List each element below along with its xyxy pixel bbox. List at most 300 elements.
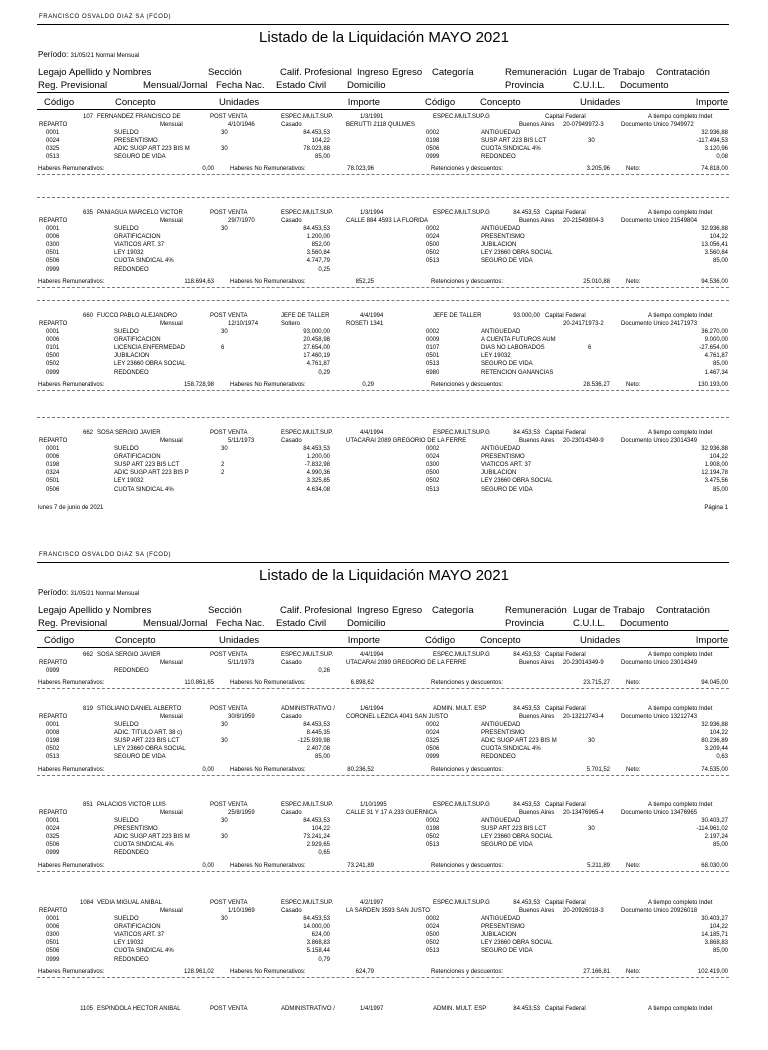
emp-p1-0-fecha-nac: 4/10/1946 <box>228 122 255 128</box>
emp-p2-1-left-importe: -125.939,98 <box>297 738 330 745</box>
emp-p1-0-right-importe: -117.494,53 <box>696 138 728 145</box>
header-code-col-1: Concepto <box>115 635 156 646</box>
emp-p2-0-left-importe: 0,26 <box>318 668 330 674</box>
emp-p2-1-left-code: 0502 <box>46 746 60 753</box>
emp-p1-3-left-importe: 3.325,85 <box>306 478 330 485</box>
emp-p2-3-left-importe: 14.000,00 <box>303 924 330 931</box>
emp-p2-3-nombre: VEDIA MIGUAL ANIBAL <box>97 900 162 906</box>
emp-p1-0-lugar: Capital Federal <box>545 114 586 120</box>
emp-p2-1-left-unidades: 30 <box>221 722 228 728</box>
emp-p2-2-left-code: 0024 <box>46 826 60 833</box>
emp-p1-2-right-concepto: RETENCION GANANCIAS <box>481 369 554 376</box>
emp-p2-2-left-concepto: SUELDO <box>114 818 139 824</box>
emp-p2-3-left-code: 0501 <box>46 940 60 947</box>
emp-p1-1-left-code: 0999 <box>46 266 60 273</box>
emp-p2-3-left-importe: 5.158,44 <box>306 948 330 955</box>
emp-p1-0-right-importe: 0,08 <box>716 154 728 161</box>
emp-p2-2-left-code: 0001 <box>46 818 60 824</box>
emp-p1-3-lugar: Capital Federal <box>545 430 586 436</box>
header-col-8: Lugar de Trabajo <box>573 67 645 78</box>
emp-p2-1-right-code: 0506 <box>426 746 440 753</box>
header-col-6: Categoría <box>432 605 474 616</box>
footer-date: lunes 7 de junio de 2021 <box>38 505 104 511</box>
emp-p2-0-nohab-value: 6.898,62 <box>350 680 374 687</box>
header-code-col-2: Unidades <box>219 635 260 646</box>
emp-p2-4-legajo: 1105 <box>80 1006 93 1012</box>
emp-p1-0-left-concepto: SEGURO DE VIDA <box>114 154 166 161</box>
emp-p2-3-left-code: 0006 <box>46 924 60 931</box>
emp-p2-1-right-concepto: ADIC SUGP ART 223 BIS M <box>481 738 557 745</box>
emp-p1-0-neto-value: 74.818,00 <box>701 166 728 173</box>
emp-p2-3-right-code: 0002 <box>426 916 440 922</box>
emp-p2-1-right-code: 0002 <box>426 722 440 728</box>
emp-p1-1-neto-label: Neto: <box>626 278 641 285</box>
emp-p2-3-estado-civil: Casado <box>281 908 302 914</box>
emp-p2-1-ingreso: 1/6/1994 <box>360 706 384 712</box>
emp-p1-2-contratacion: A tiempo completo Indet <box>648 313 713 319</box>
emp-p2-1-left-concepto: LEY 23660 OBRA SOCIAL <box>114 746 186 753</box>
emp-p2-1-right-importe: 0,63 <box>716 754 728 761</box>
emp-p1-0-right-code: 0506 <box>426 146 440 153</box>
emp-p1-3-right-code: 0502 <box>426 478 440 485</box>
emp-p2-3-right-importe: 85,00 <box>712 948 728 955</box>
emp-p2-3-hab-value: 128.961,02 <box>183 968 214 975</box>
header-rule <box>37 92 729 93</box>
emp-p2-0-ret-label: Retenciones y descuentos: <box>431 680 504 687</box>
emp-p1-0-reg-prev: REPARTO <box>39 122 68 128</box>
emp-p1-1-right-code: 0513 <box>426 258 440 265</box>
emp-p2-0-remuneracion: 84.453,53 <box>513 652 540 658</box>
page-title: Listado de la Liquidación MAYO 2021 <box>259 29 509 46</box>
employee-divider <box>37 197 729 198</box>
emp-p2-0-categoria: ESPEC.MULT.SUP.G <box>433 652 490 658</box>
emp-p1-1-ret-label: Retenciones y descuentos: <box>431 278 504 285</box>
emp-p1-3-right-importe: 1.908,00 <box>704 462 728 469</box>
emp-p2-0-reg-prev: REPARTO <box>39 660 68 666</box>
emp-p1-3-left-concepto: LEY 19032 <box>114 478 144 485</box>
emp-p2-3-left-code: 0001 <box>46 916 60 922</box>
emp-p2-2-nohab-value: 73.241,89 <box>347 862 374 869</box>
emp-p1-2-left-concepto: JUBILACION <box>114 353 150 360</box>
emp-p2-1-contratacion: A tiempo completo Indet <box>648 706 713 712</box>
emp-p1-0-left-concepto: SUELDO <box>114 130 139 136</box>
emp-p1-3-right-importe: 104,22 <box>709 454 728 461</box>
emp-p2-3-nohab-label: Haberes No Remunerativos: <box>230 968 306 975</box>
emp-p1-3-left-concepto: CUOTA SINDICAL 4% <box>114 486 174 493</box>
header-col-3: Calif. Profesional <box>280 67 352 78</box>
header-sub-col-5: Provincia <box>505 618 545 629</box>
emp-p1-2-right-concepto: DIAS NO LABORADOS <box>481 345 545 352</box>
emp-p2-3-left-importe: 84.453,53 <box>303 916 330 922</box>
employee-divider <box>37 417 729 418</box>
emp-p1-1-nombre: PANIAGUA MARCELO VICTOR <box>97 210 183 216</box>
emp-p1-3-left-importe: 4.634,08 <box>306 486 330 493</box>
emp-p2-3-right-concepto: JUBILACION <box>481 932 517 939</box>
emp-p2-3-left-concepto: VIATICOS ART. 37 <box>114 932 165 939</box>
emp-p2-1-hab-value: 0,00 <box>202 766 214 773</box>
emp-p2-1-domicilio: CORONEL LEZICA 4041 SAN JUSTO <box>346 714 449 720</box>
emp-p1-1-left-concepto: VIATICOS ART. 37 <box>114 242 165 249</box>
emp-p1-3-categoria: ESPEC.MULT.SUP.G <box>433 430 490 436</box>
emp-p2-0-contratacion: A tiempo completo Indet <box>648 652 713 658</box>
emp-p1-3-right-importe: 85,00 <box>712 486 728 493</box>
emp-p1-0-right-concepto: ANTIGUEDAD <box>481 130 521 136</box>
emp-p1-3-remuneracion: 84.453,53 <box>513 430 540 436</box>
emp-p1-0-left-importe: 84.453,53 <box>303 130 330 136</box>
emp-p1-3-left-importe: -7.832,98 <box>304 462 330 469</box>
emp-p2-4-remuneracion: 84.453,53 <box>513 1006 540 1012</box>
emp-p2-1-right-concepto: REDONDEO <box>481 754 516 761</box>
emp-p1-3-left-concepto: SUELDO <box>114 446 139 452</box>
emp-p1-2-left-importe: 17.460,19 <box>303 353 330 360</box>
emp-p2-1-remuneracion: 84.453,53 <box>513 706 540 712</box>
emp-p1-2-right-importe: 1.467,34 <box>704 369 728 376</box>
header-rule <box>37 630 729 631</box>
emp-p1-0-left-importe: 78.023,88 <box>303 146 330 153</box>
emp-p2-0-left-concepto: REDONDEO <box>114 668 149 674</box>
emp-p1-0-left-code: 0325 <box>46 146 60 153</box>
emp-p1-0-nombre: FERNANDEZ FRANCISCO DE <box>97 114 181 120</box>
emp-p2-4-ingreso: 1/4/1997 <box>360 1006 384 1012</box>
emp-p1-2-left-concepto: LICENCIA ENFERMEDAD <box>114 345 186 352</box>
emp-p1-1-right-concepto: SEGURO DE VIDA <box>481 258 533 265</box>
header-col-6: Categoría <box>432 67 474 78</box>
emp-p1-2-left-code: 0502 <box>46 361 60 368</box>
emp-p2-0-nombre: SOSA SERGIO JAVIER <box>97 652 161 658</box>
emp-p1-1-seccion: POST VENTA <box>210 210 248 216</box>
emp-p2-2-right-concepto: SEGURO DE VIDA <box>481 842 533 849</box>
emp-p1-1-reg-prev: REPARTO <box>39 218 68 224</box>
header-sub-col-3: Estado Civil <box>276 618 327 629</box>
top-rule <box>37 562 729 563</box>
emp-p2-2-left-code: 0999 <box>46 850 60 857</box>
emp-p1-3-left-concepto: ADIC SUGP ART 223 BIS P <box>114 470 189 477</box>
emp-p2-3-nohab-value: 624,79 <box>355 968 374 975</box>
emp-p2-3-neto-value: 102.419,00 <box>697 968 728 975</box>
emp-p2-1-calif: ADMINISTRATIVO / <box>281 706 335 712</box>
emp-p1-1-cuil: 20-21549804-3 <box>563 218 604 224</box>
header-importe-left: Importe <box>347 635 380 646</box>
emp-p1-0-legajo: 107 <box>82 114 93 120</box>
emp-p2-2-left-code: 0506 <box>46 842 60 849</box>
emp-p1-2-left-code: 0500 <box>46 353 60 360</box>
emp-p2-1-left-code: 0008 <box>46 730 60 737</box>
emp-p1-1-right-importe: 104,22 <box>709 234 728 241</box>
emp-p2-3-right-code: 0513 <box>426 948 440 955</box>
emp-p1-2-neto-label: Neto: <box>626 381 641 388</box>
emp-p1-3-left-code: 0006 <box>46 454 60 461</box>
emp-p1-1-fecha-nac: 29/7/1970 <box>228 218 255 224</box>
emp-p1-3-left-importe: 1.200,00 <box>306 454 330 461</box>
emp-p2-3-remuneracion: 84.453,53 <box>513 900 540 906</box>
emp-p1-0-neto-label: Neto: <box>626 166 641 173</box>
emp-p2-4-nombre: ESPINDOLA HECTOR ANIBAL <box>97 1006 181 1012</box>
emp-p2-2-right-importe: 2.197,24 <box>704 834 728 841</box>
header-col-1: Apellido y Nombres <box>69 605 152 616</box>
emp-p1-2-hab-value: 158.728,98 <box>183 381 214 388</box>
emp-p2-2-neto-value: 68.030,00 <box>701 862 728 869</box>
emp-p1-3-right-code: 0002 <box>426 446 440 452</box>
emp-p2-2-right-code: 0198 <box>426 826 440 833</box>
emp-p1-0-left-code: 0024 <box>46 138 60 145</box>
emp-p2-2-documento: Documento Unico 13476965 <box>621 810 698 816</box>
header-sub-col-4: Domicilio <box>347 80 386 91</box>
emp-p2-2-remuneracion: 84.453,53 <box>513 802 540 808</box>
emp-p1-3-right-importe: 3.475,56 <box>704 478 728 485</box>
header-importe-left: Importe <box>347 97 380 108</box>
emp-p1-0-calif: ESPEC.MULT.SUP. <box>281 114 334 120</box>
header-sub-col-0: Reg. Previsional <box>38 80 108 91</box>
emp-p2-3-left-concepto: LEY 19032 <box>114 940 144 947</box>
emp-p2-2-left-importe: 0,65 <box>318 850 330 857</box>
emp-p2-2-ingreso: 1/10/1995 <box>360 802 387 808</box>
emp-p1-2-nombre: FUCCO PABLO ALEJANDRO <box>97 313 177 319</box>
emp-p1-1-calif: ESPEC.MULT.SUP. <box>281 210 334 216</box>
emp-p1-3-provincia: Buenos Aires <box>519 438 555 444</box>
emp-p2-1-right-unidades: 30 <box>588 738 595 745</box>
emp-p1-2-right-code: 0107 <box>426 345 440 352</box>
emp-p2-2-neto-label: Neto: <box>626 862 641 869</box>
emp-p1-2-calif: JEFE DE TALLER <box>281 313 330 319</box>
header-col-3: Calif. Profesional <box>280 605 352 616</box>
emp-p1-1-right-importe: 32.936,88 <box>701 226 728 232</box>
emp-p2-2-right-importe: -114.961,02 <box>696 826 728 833</box>
emp-p1-2-right-importe: 85,00 <box>712 361 728 368</box>
emp-p1-1-left-code: 0501 <box>46 250 60 257</box>
emp-p2-1-nohab-value: 80.236,52 <box>347 766 374 773</box>
emp-p1-1-contratacion: A tiempo completo Indet <box>648 210 713 216</box>
emp-p2-2-right-code: 0502 <box>426 834 440 841</box>
emp-p1-1-left-concepto: CUOTA SINDICAL 4% <box>114 258 174 265</box>
emp-p2-1-mensual: Mensual <box>160 714 183 720</box>
header-code-col-0: Código <box>44 97 75 108</box>
emp-p1-2-nohab-value: 0,29 <box>362 381 374 388</box>
emp-p2-3-legajo: 1084 <box>80 900 94 906</box>
emp-p1-1-left-code: 0006 <box>46 234 60 241</box>
emp-p2-2-right-importe: 30.403,27 <box>701 818 728 824</box>
emp-p2-0-hab-value: 110.861,65 <box>184 680 214 687</box>
emp-p2-1-ret-label: Retenciones y descuentos: <box>431 766 504 773</box>
header-code-col-2: Unidades <box>219 97 260 108</box>
header-code-col-6: Unidades <box>580 635 621 646</box>
emp-p1-2-categoria: JEFE DE TALLER <box>433 313 482 319</box>
header-col-4: Ingreso <box>357 605 389 616</box>
emp-p2-0-seccion: POST VENTA <box>210 652 248 658</box>
emp-p1-3-left-code: 0506 <box>46 486 60 493</box>
emp-p1-1-nohab-label: Haberes No Remunerativos: <box>230 278 306 285</box>
emp-p1-1-provincia: Buenos Aires <box>519 218 555 224</box>
emp-p1-3-right-concepto: JUBILACION <box>481 470 517 477</box>
emp-p1-1-legajo: 635 <box>82 210 93 216</box>
emp-p2-1-left-concepto: SEGURO DE VIDA <box>114 754 166 761</box>
emp-p2-1-left-concepto: ADIC. TITULO ART. 38 c) <box>114 730 183 737</box>
emp-p2-1-nohab-label: Haberes No Remunerativos: <box>230 766 306 773</box>
emp-p1-2-left-importe: 0,29 <box>318 369 330 376</box>
emp-p2-3-mensual: Mensual <box>160 908 183 914</box>
emp-p2-1-lugar: Capital Federal <box>545 706 586 712</box>
emp-p1-1-right-code: 0502 <box>426 250 440 257</box>
summary-divider <box>37 775 729 776</box>
emp-p1-2-right-concepto: A CUENTA FUTUROS AUM <box>481 337 556 344</box>
emp-p2-4-lugar: Capital Federal <box>545 1006 586 1012</box>
emp-p1-3-reg-prev: REPARTO <box>39 438 68 444</box>
header-sub-col-2: Fecha Nac. <box>216 618 265 629</box>
emp-p1-1-left-unidades: 30 <box>221 226 228 232</box>
emp-p2-1-right-concepto: PRESENTISMO <box>481 730 525 737</box>
emp-p1-2-nohab-label: Haberes No Remunerativos: <box>230 381 306 388</box>
emp-p1-2-seccion: POST VENTA <box>210 313 248 319</box>
emp-p1-0-estado-civil: Casado <box>281 122 302 128</box>
emp-p2-3-cuil: 20-20926018-3 <box>563 908 604 914</box>
emp-p1-1-right-code: 0024 <box>426 234 440 241</box>
emp-p1-2-left-importe: 93.000,00 <box>303 329 330 335</box>
emp-p1-2-ingreso: 4/4/1994 <box>360 313 384 319</box>
emp-p1-2-right-importe: 4.761,87 <box>704 353 728 360</box>
listing-page-2 <box>0 550 768 1050</box>
periodo-value: 31/05/21 Normal Mensual <box>70 53 140 59</box>
emp-p2-3-lugar: Capital Federal <box>545 900 586 906</box>
emp-p2-3-right-code: 0024 <box>426 924 440 931</box>
emp-p1-3-right-concepto: SEGURO DE VIDA <box>481 486 533 493</box>
page-title: Listado de la Liquidación MAYO 2021 <box>259 567 509 584</box>
header-sub-col-1: Mensual/Jornal <box>143 80 208 91</box>
emp-p1-2-right-importe: 9.000,00 <box>704 337 728 344</box>
emp-p1-0-right-importe: 3.120,96 <box>704 146 728 153</box>
emp-p2-3-right-code: 0502 <box>426 940 440 947</box>
emp-p1-0-seccion: POST VENTA <box>210 114 248 120</box>
emp-p1-3-left-concepto: GRATIFICACION <box>114 454 161 461</box>
emp-p1-0-hab-label: Haberes Remunerativos: <box>38 166 105 173</box>
header-sub-col-5: Provincia <box>505 80 545 91</box>
listing-page-1 <box>0 12 768 512</box>
emp-p1-2-right-concepto: ANTIGUEDAD <box>481 329 521 335</box>
emp-p2-1-estado-civil: Casado <box>281 714 302 720</box>
emp-p2-1-left-importe: 84.453,53 <box>303 722 330 728</box>
emp-p2-3-right-importe: 3.868,83 <box>704 940 728 947</box>
emp-p2-1-cuil: 20-13212743-4 <box>563 714 604 720</box>
emp-p1-3-ingreso: 4/4/1994 <box>360 430 384 436</box>
emp-p1-3-left-unidades: 2 <box>221 470 225 477</box>
emp-p1-1-left-concepto: REDONDEO <box>114 266 149 273</box>
emp-p1-3-left-concepto: SUSP ART 223 BIS LCT <box>114 462 180 469</box>
emp-p2-0-legajo: 662 <box>82 652 93 658</box>
emp-p1-3-legajo: 662 <box>82 430 93 436</box>
emp-p2-1-left-importe: 2.407,08 <box>306 746 330 753</box>
emp-p1-0-left-concepto: ADIC SUGP ART 223 BIS M <box>114 146 190 153</box>
emp-p1-2-right-importe: -27.654,00 <box>699 345 728 352</box>
emp-p2-3-left-concepto: SUELDO <box>114 916 139 922</box>
emp-p1-3-left-code: 0198 <box>46 462 60 469</box>
header-code-col-6: Unidades <box>580 97 621 108</box>
emp-p1-2-right-unidades: 6 <box>588 345 592 352</box>
emp-p1-1-left-concepto: LEY 19032 <box>114 250 144 257</box>
emp-p1-2-lugar: Capital Federal <box>545 313 586 319</box>
emp-p1-0-provincia: Buenos Aires <box>519 122 555 128</box>
emp-p2-1-seccion: POST VENTA <box>210 706 248 712</box>
summary-divider <box>37 174 729 175</box>
emp-p2-2-ret-value: 5.211,89 <box>587 862 610 869</box>
emp-p2-2-fecha-nac: 25/8/1959 <box>228 810 255 816</box>
emp-p2-1-right-code: 0024 <box>426 730 440 737</box>
emp-p1-2-remuneracion: 93.000,00 <box>513 313 540 319</box>
header-code-col-1: Concepto <box>115 97 156 108</box>
emp-p1-1-right-code: 0002 <box>426 226 440 232</box>
header-col-5: Egreso <box>392 605 423 616</box>
emp-p1-3-nombre: SOSA SERGIO JAVIER <box>97 430 161 436</box>
emp-p1-2-left-code: 0999 <box>46 369 60 376</box>
emp-p1-2-left-importe: 4.761,87 <box>306 361 330 368</box>
emp-p2-3-left-concepto: REDONDEO <box>114 956 149 963</box>
emp-p2-3-left-code: 0999 <box>46 956 60 963</box>
emp-p1-3-right-code: 0024 <box>426 454 440 461</box>
emp-p2-3-contratacion: A tiempo completo Indet <box>648 900 713 906</box>
emp-p1-0-right-concepto: CUOTA SINDICAL 4% <box>481 146 541 153</box>
emp-p1-0-left-importe: 104,22 <box>311 138 330 145</box>
emp-p1-3-right-code: 0500 <box>426 470 440 477</box>
emp-p2-2-left-concepto: CUOTA SINDICAL 4% <box>114 842 174 849</box>
emp-p1-3-estado-civil: Casado <box>281 438 302 444</box>
emp-p2-2-cuil: 20-13476965-4 <box>563 810 604 816</box>
emp-p2-1-right-importe: 3.209,44 <box>704 746 728 753</box>
emp-p2-2-provincia: Buenos Aires <box>519 810 555 816</box>
emp-p2-2-right-concepto: LEY 23660 OBRA SOCIAL <box>481 834 553 841</box>
emp-p2-1-right-importe: 32.936,88 <box>701 722 728 728</box>
emp-p1-2-legajo: 660 <box>82 313 93 319</box>
header-col-0: Legajo <box>38 67 67 78</box>
emp-p1-3-contratacion: A tiempo completo Indet <box>648 430 713 436</box>
emp-p1-2-left-concepto: REDONDEO <box>114 369 149 376</box>
emp-p2-3-right-importe: 14.185,71 <box>701 932 728 939</box>
emp-p2-3-reg-prev: REPARTO <box>39 908 68 914</box>
periodo <box>38 588 139 597</box>
emp-p1-3-mensual: Mensual <box>160 438 183 444</box>
emp-p1-2-right-code: 0009 <box>426 337 440 344</box>
emp-p2-2-reg-prev: REPARTO <box>39 810 68 816</box>
emp-p2-2-calif: ESPEC.MULT.SUP. <box>281 802 334 808</box>
emp-p1-0-categoria: ESPEC.MULT.SUP.G <box>433 114 490 120</box>
emp-p1-0-right-code: 0198 <box>426 138 440 145</box>
emp-p2-3-left-unidades: 30 <box>221 916 228 922</box>
emp-p1-1-right-importe: 13.056,41 <box>701 242 728 249</box>
emp-p1-3-right-concepto: VIATICOS ART. 37 <box>481 462 532 469</box>
header-col-2: Sección <box>208 605 242 616</box>
emp-p1-3-left-importe: 4.990,36 <box>306 470 330 477</box>
emp-p2-2-right-unidades: 30 <box>588 826 595 833</box>
header-sub-col-3: Estado Civil <box>276 80 327 91</box>
emp-p2-2-right-code: 0513 <box>426 842 440 849</box>
emp-p2-1-hab-label: Haberes Remunerativos: <box>38 766 105 773</box>
emp-p2-3-right-importe: 104,22 <box>709 924 728 931</box>
emp-p1-1-left-importe: 3.560,84 <box>306 250 330 257</box>
emp-p1-3-calif: ESPEC.MULT.SUP. <box>281 430 334 436</box>
emp-p2-1-left-unidades: 30 <box>221 738 228 745</box>
emp-p1-2-left-unidades: 6 <box>221 345 225 352</box>
emp-p1-1-left-importe: 1.200,00 <box>306 234 330 241</box>
emp-p2-0-documento: Documento Unico 23014349 <box>621 660 698 666</box>
emp-p1-0-left-code: 0001 <box>46 130 60 136</box>
header-sub-col-2: Fecha Nac. <box>216 80 265 91</box>
emp-p2-3-right-concepto: ANTIGUEDAD <box>481 916 521 922</box>
emp-p2-3-hab-label: Haberes Remunerativos: <box>38 968 105 975</box>
emp-p1-2-reg-prev: REPARTO <box>39 321 68 327</box>
emp-p1-1-right-concepto: JUBILACION <box>481 242 517 249</box>
emp-p1-1-left-importe: 84.453,53 <box>303 226 330 232</box>
header-col-1: Apellido y Nombres <box>69 67 152 78</box>
emp-p1-1-left-concepto: SUELDO <box>114 226 139 232</box>
emp-p2-3-ret-value: 27.166,81 <box>583 968 610 975</box>
periodo-label: Período: <box>38 588 71 597</box>
emp-p2-4-calif: ADMINISTRATIVO / <box>281 1006 335 1012</box>
